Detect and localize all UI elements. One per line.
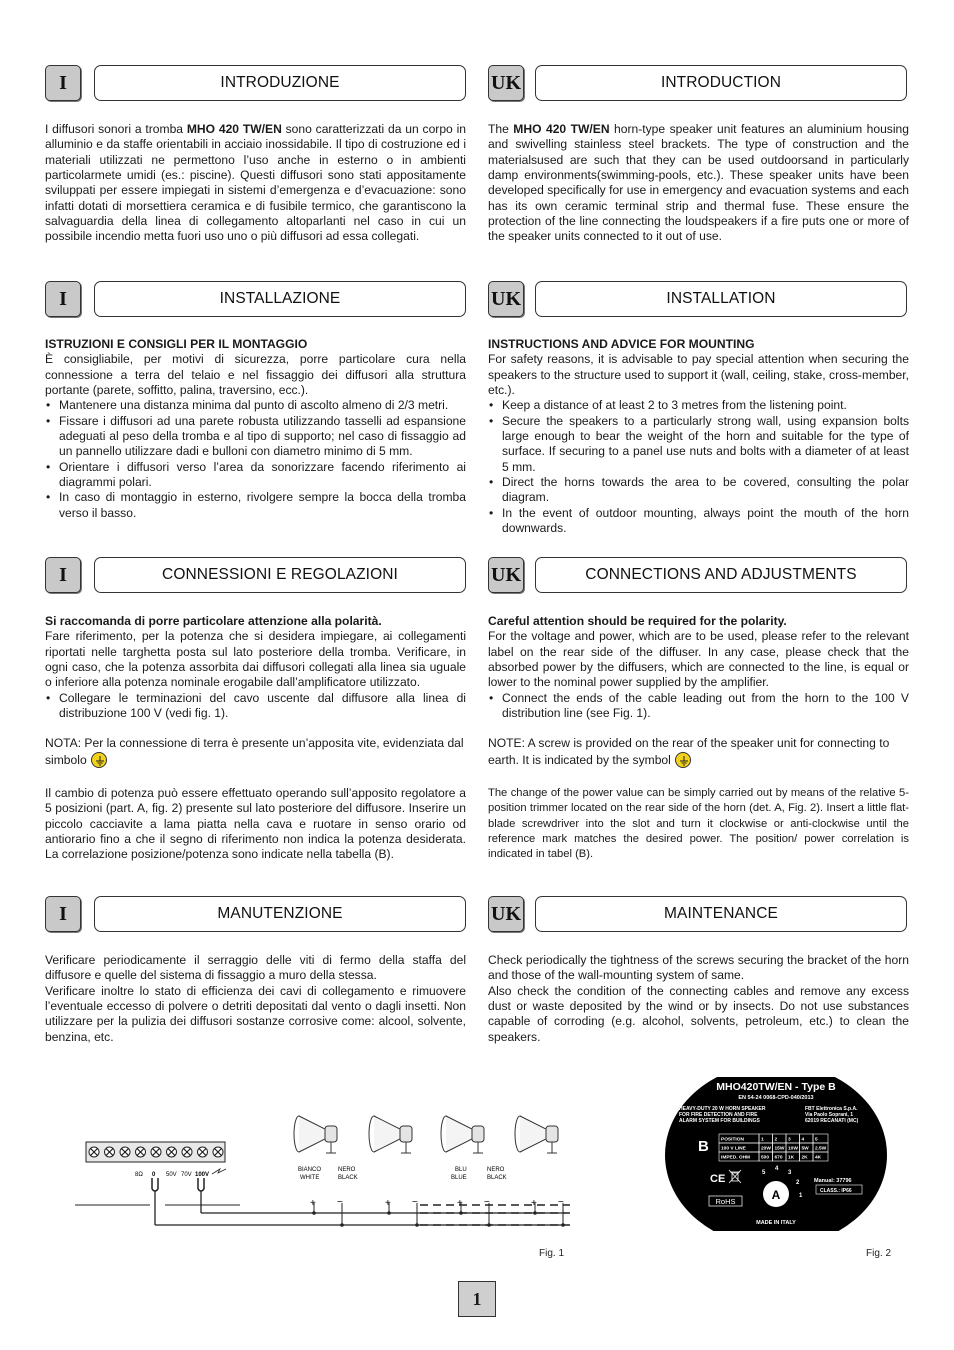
wire-label-blu: BLU — [455, 1167, 467, 1173]
terminal-label-0: 0 — [152, 1172, 156, 1178]
intro-text-uk — [488, 122, 909, 245]
product-name: MHO 420 TW/EN — [186, 122, 282, 136]
horn-speaker-icon — [369, 1116, 419, 1227]
polarity-minus: − — [337, 1197, 343, 1208]
connect-paragraph-2: The change of the power value can be simply carried out by means of the relative 5-position trimmer located on the rear side of the horn (det. A, Fig. 2). Insert a little flat-blade screwdriver into the slot and turn it clockwise or anti-clockwise until the reference mark matches the desired power. The position/ power correlation is indicated in tabel (B). — [488, 787, 909, 860]
knob-position: 1 — [799, 1193, 803, 1199]
table-cell: 20W — [761, 1146, 771, 1152]
table-cell: 670 — [774, 1155, 783, 1161]
table-cell: 2K — [801, 1155, 808, 1161]
table-cell: 4K — [815, 1155, 822, 1161]
earth-ground-icon — [91, 752, 107, 768]
label-maker-line: 62019 RECANATI (MC) — [805, 1118, 859, 1124]
maint-paragraph: Check periodically the tightness of the screws securing the bracket of the horn and those of the wall-mounting system of same. — [488, 953, 909, 983]
list-item: • Direct the horns towards the area to be covered, consulting the polar diagram. — [488, 475, 909, 506]
connect-paragraph: Fare riferimento, per la potenza che si desidera impiegare, ai collegamenti riportati nelle targhetta posta sul lato posteriore della tromba. Verificare, in ogni caso, che la potenza assorbita dai diffusori collegati alla linea sia uguale o inferiore alla potenza nominale erogabile dall’amplificatore utilizzato. — [45, 629, 466, 690]
table-cell: 4 — [801, 1137, 805, 1143]
table-cell: IMPED. OHM — [721, 1155, 751, 1161]
section-header-connessioni — [45, 557, 467, 595]
ce-mark-icon: CE — [710, 1173, 726, 1185]
label-desc-line: HEAVY-DUTY 20 W HORN SPEAKER — [679, 1106, 766, 1112]
section-title: INSTALLATION — [535, 281, 907, 317]
table-cell: 500 — [761, 1155, 770, 1161]
install-paragraph: È consigliabile, per motivi di sicurezza, porre particolare cura nella connessione a terra del telaio e nel fissaggio dei diffusori alla struttura portante (parete, soffitto, palina, traversino, ecc.). — [45, 352, 466, 398]
connect-text-it — [45, 614, 466, 863]
intro-text-it — [45, 122, 466, 245]
knob-position: 4 — [775, 1166, 779, 1172]
intro-text: The — [488, 122, 514, 136]
install-paragraph: For safety reasons, it is advisable to pay special attention when securing the speakers to the structure used to support it (wall, ceiling, stake, cross-member, etc.). — [488, 352, 909, 398]
install-bullets — [45, 398, 466, 521]
lang-badge-uk: UK — [488, 65, 524, 101]
table-cell: 15W — [774, 1146, 785, 1152]
label-certification: EN 54-24 0068-CPD-040/2013 — [738, 1095, 814, 1101]
earth-note — [45, 736, 466, 768]
maint-text-uk — [488, 953, 909, 1045]
terminal-label-100v: 100V — [195, 1172, 210, 1178]
table-cell: 3 — [788, 1137, 791, 1143]
knob-position: 3 — [788, 1170, 792, 1176]
maint-paragraph: Verificare periodicamente il serraggio delle viti di fermo della staffa del diffusore e quelle del sistema di fissaggio a muro della stessa. — [45, 953, 466, 983]
connect-paragraph: For the voltage and power, which are to be used, please refer to the relevant label on the rear side of the diffuser. In any case, please check that the absorbed power by the diffusers, which are connected to the line, is equal or lower to the nominal power supplied by the amplifier. — [488, 629, 909, 690]
intro-text: horn-type speaker unit features an aluminium housing and swivelling stainless steel brackets. The type of construction and the materialsused are such that they can be used outdoorsand in particularly damp environments(swimming-pools, etc.). These speaker units have been developed specifically for use in emergency and evacuation systems and each has its own ceramic terminal strip and thermal fuse. These ensure the protection of the line connecting the loudspeakers if a fire puts one or more of the speaker units connected to it out of use. — [488, 122, 909, 244]
label-maker-line: FBT Elettronica S.p.A. — [805, 1106, 858, 1112]
list-item: • Collegare le terminazioni del cavo uscente dal diffusore alla linea di distribuzione 100 V (vedi fig. 1). — [45, 691, 466, 722]
install-bullets — [488, 398, 909, 536]
terminal-screw-icon — [213, 1147, 223, 1157]
section-title: CONNESSIONI E REGOLAZIONI — [94, 557, 466, 593]
intro-text: I diffusori sonori a tromba — [45, 122, 187, 136]
connect-heading: Careful attention should be required for the polarity. — [488, 614, 787, 628]
lang-badge-it: I — [45, 557, 81, 593]
label-maker-line: Via Paolo Soprani, 1 — [805, 1112, 853, 1118]
knob-position: 2 — [796, 1180, 800, 1186]
horn-speaker-icon — [515, 1116, 565, 1227]
polarity-plus: + — [310, 1198, 316, 1209]
earth-note-text: NOTE: A screw is provided on the rear of the speaker unit for connecting to earth. It is indicated by the symbol — [488, 736, 890, 767]
polarity-plus: + — [531, 1198, 537, 1209]
lang-badge-uk: UK — [488, 557, 524, 593]
intro-text: sono caratterizzati da un corpo in alluminio e da staffe orientabili in acciaio inossidabile. Il tipo di costruzione ed i materiali utilizzati ne permettono l’uso anche in esterno o in ambienti particolarmete umidi (es.: piscine). Questi diffusori sono stati appositamente sviluppati per essere impiegati in sistemi d’emergenza e d’evacuazione: sono infatti dotati di morsettiera ceramica e di fusibile termico, che garantiscono la salvaguardia della linea di collegamento altoparlanti nel caso in cui un possibile incendio metta fuori uso uno o più diffusori ad essa collegati. — [45, 122, 467, 244]
table-cell: 1 — [761, 1137, 764, 1143]
lang-badge-it: I — [45, 896, 81, 932]
lang-badge-it: I — [45, 281, 81, 317]
install-heading: ISTRUZIONI E CONSIGLI PER IL MONTAGGIO — [45, 337, 308, 351]
section-title: MANUTENZIONE — [94, 896, 466, 932]
list-item: • Fissare i diffusori ad una parete robusta utilizzando tasselli ad espansione adeguati al peso della tromba e al tipo di supporto; nel caso di fissaggio ad un pannello utilizzare dadi e bulloni con diametro minimo di 5 mm. — [45, 414, 466, 460]
table-cell: 2 — [774, 1137, 778, 1143]
install-text-it — [45, 337, 466, 521]
list-item: • In caso di montaggio in esterno, rivolgere sempre la bocca della tromba verso il basso. — [45, 490, 466, 521]
figure-caption-2: Fig. 2 — [866, 1248, 892, 1259]
terminal-screw-icon — [167, 1147, 177, 1157]
wire-label-bianco: BIANCO — [298, 1167, 322, 1173]
section-title: INTRODUZIONE — [94, 65, 466, 101]
terminal-label-50v: 50V — [166, 1172, 177, 1178]
product-label-plate — [662, 1073, 892, 1233]
earth-note — [488, 736, 909, 768]
wire-label-black-2: BLACK — [487, 1175, 507, 1181]
table-cell: POSITION — [721, 1137, 744, 1143]
polarity-minus: − — [558, 1197, 564, 1208]
maint-text-it — [45, 953, 466, 1045]
list-item: • Secure the speakers to a particularly strong wall, using expansion bolts large enough to bear the weight of the horn and suitable for the type of surface. If securing to a panel use nuts and bolts with a diameter of at least 5 mm. — [488, 414, 909, 475]
wire-label-nero: NERO — [338, 1167, 356, 1173]
section-header-introduction — [488, 65, 910, 103]
section-title: MAINTENANCE — [535, 896, 907, 932]
terminal-screw-icon — [105, 1147, 115, 1157]
earth-note-text: NOTA: Per la connessione di terra è presente un’apposita vite, evidenziata dal simbolo — [45, 736, 464, 767]
polarity-plus: + — [457, 1198, 463, 1209]
section-header-introduzione — [45, 65, 467, 103]
maint-paragraph: Also check the condition of the connecting cables and remove any excess dust or waste deposited by the wind or by insects. Do not use substances capable of corroding (e.g. alcohol, solvents, petroleum, etc.) to clean the speakers. — [488, 983, 909, 1044]
table-cell: 1K — [788, 1155, 795, 1161]
section-header-manutenzione — [45, 896, 467, 934]
label-title: MHO420TW/EN - Type B — [716, 1081, 836, 1093]
section-header-connections — [488, 557, 910, 595]
wire-lug-100v — [198, 1178, 204, 1191]
connect-bullets — [45, 691, 466, 722]
install-heading: INSTRUCTIONS AND ADVICE FOR MOUNTING — [488, 337, 755, 351]
section-header-installazione — [45, 281, 467, 319]
section-header-maintenance — [488, 896, 910, 934]
ip-class-text: CLASS.: IP66 — [820, 1188, 852, 1194]
terminal-screw-icon — [89, 1147, 99, 1157]
wire-label-nero-2: NERO — [487, 1167, 505, 1173]
terminal-strip — [86, 1142, 225, 1162]
connect-text-uk — [488, 614, 909, 862]
table-cell: 5 — [815, 1137, 818, 1143]
list-item: • Orientare i diffusori verso l’area da sonorizzare facendo riferimento ai diagrammi polari. — [45, 460, 466, 491]
connect-paragraph-2: Il cambio di potenza può essere effettuato operando sull’apposito regolatore a 5 posizioni (part. A, fig. 2) presente sul lato posteriore del diffusore. Inserire un piccolo cacciavite a lama piatta nella cava e ruotare in senso orario od antiorario fino a che il segno di riferimento non indica la potenza desiderata. La correlazione posizione/potenza sono indicate nella tabella (B). — [45, 786, 466, 862]
terminal-screw-icon — [182, 1147, 192, 1157]
terminal-screw-icon — [120, 1147, 130, 1157]
list-item: • In the event of outdoor mounting, always point the mouth of the horn downwards. — [488, 506, 909, 537]
polarity-minus: − — [484, 1197, 490, 1208]
fuse-icon — [212, 1169, 226, 1174]
polarity-minus: − — [412, 1197, 418, 1208]
label-callout-b: B — [698, 1138, 709, 1155]
terminal-screw-icon — [198, 1147, 208, 1157]
earth-ground-icon — [675, 752, 691, 768]
table-cell: 10W — [788, 1146, 798, 1152]
list-item: • Mantenere una distanza minima dal punto di ascolto almeno di 2/3 metri. — [45, 398, 466, 413]
lang-badge-uk: UK — [488, 281, 524, 317]
page-number: 1 — [458, 1281, 496, 1317]
terminal-label-70v: 70V — [181, 1172, 192, 1178]
polarity-plus: + — [385, 1198, 391, 1209]
wire-label-black: BLACK — [338, 1175, 358, 1181]
figure-caption-1: Fig. 1 — [539, 1248, 565, 1259]
rohs-text: RoHS — [715, 1197, 736, 1206]
wire-lug-0 — [152, 1178, 158, 1191]
knob-position: 5 — [762, 1170, 766, 1176]
lang-badge-it: I — [45, 65, 81, 101]
list-item: • Connect the ends of the cable leading out from the horn to the 100 V distribution line (see Fig. 1). — [488, 691, 909, 722]
terminal-screw-icon — [136, 1147, 146, 1157]
section-title: CONNECTIONS AND ADJUSTMENTS — [535, 557, 907, 593]
lang-badge-uk: UK — [488, 896, 524, 932]
table-cell: 100 V LINE — [721, 1146, 746, 1152]
section-title: INTRODUCTION — [535, 65, 907, 101]
made-in-italy: MADE IN ITALY — [756, 1220, 796, 1226]
section-title: INSTALLAZIONE — [94, 281, 466, 317]
knob-label-a: A — [771, 1188, 781, 1202]
terminal-screw-icon — [151, 1147, 161, 1157]
product-name: MHO 420 TW/EN — [513, 122, 610, 136]
table-cell: 5W — [801, 1146, 809, 1152]
maint-paragraph: Verificare inoltre lo stato di efficienza dei cavi di collegamento e rimuovere l’eventuale eccesso di polvere o detriti depositati dal vento o dagli insetti. Non utilizzare per la pulizia dei diffusori sostanze corrosive come: alcool, solvente, benzina, etc. — [45, 983, 466, 1044]
list-item: • Keep a distance of at least 2 to 3 metres from the listening point. — [488, 398, 909, 413]
install-text-uk — [488, 337, 909, 536]
connect-bullets — [488, 691, 909, 722]
section-header-installation — [488, 281, 910, 319]
terminal-label-8ohm: 8Ω — [135, 1172, 143, 1178]
manual-number: Manual: 37796 — [814, 1178, 852, 1184]
table-cell: 2.5W — [815, 1146, 827, 1152]
wire-label-white: WHITE — [300, 1175, 320, 1181]
label-desc-line: FOR FIRE DETECTION AND FIRE — [679, 1112, 758, 1118]
wire-label-blue: BLUE — [451, 1175, 467, 1181]
label-desc-line: ALARM SYSTEM FOR BUILDINGS — [679, 1118, 760, 1124]
connect-heading: Si raccomanda di porre particolare attenzione alla polarità. — [45, 614, 382, 628]
wiring-diagram — [70, 1105, 580, 1230]
